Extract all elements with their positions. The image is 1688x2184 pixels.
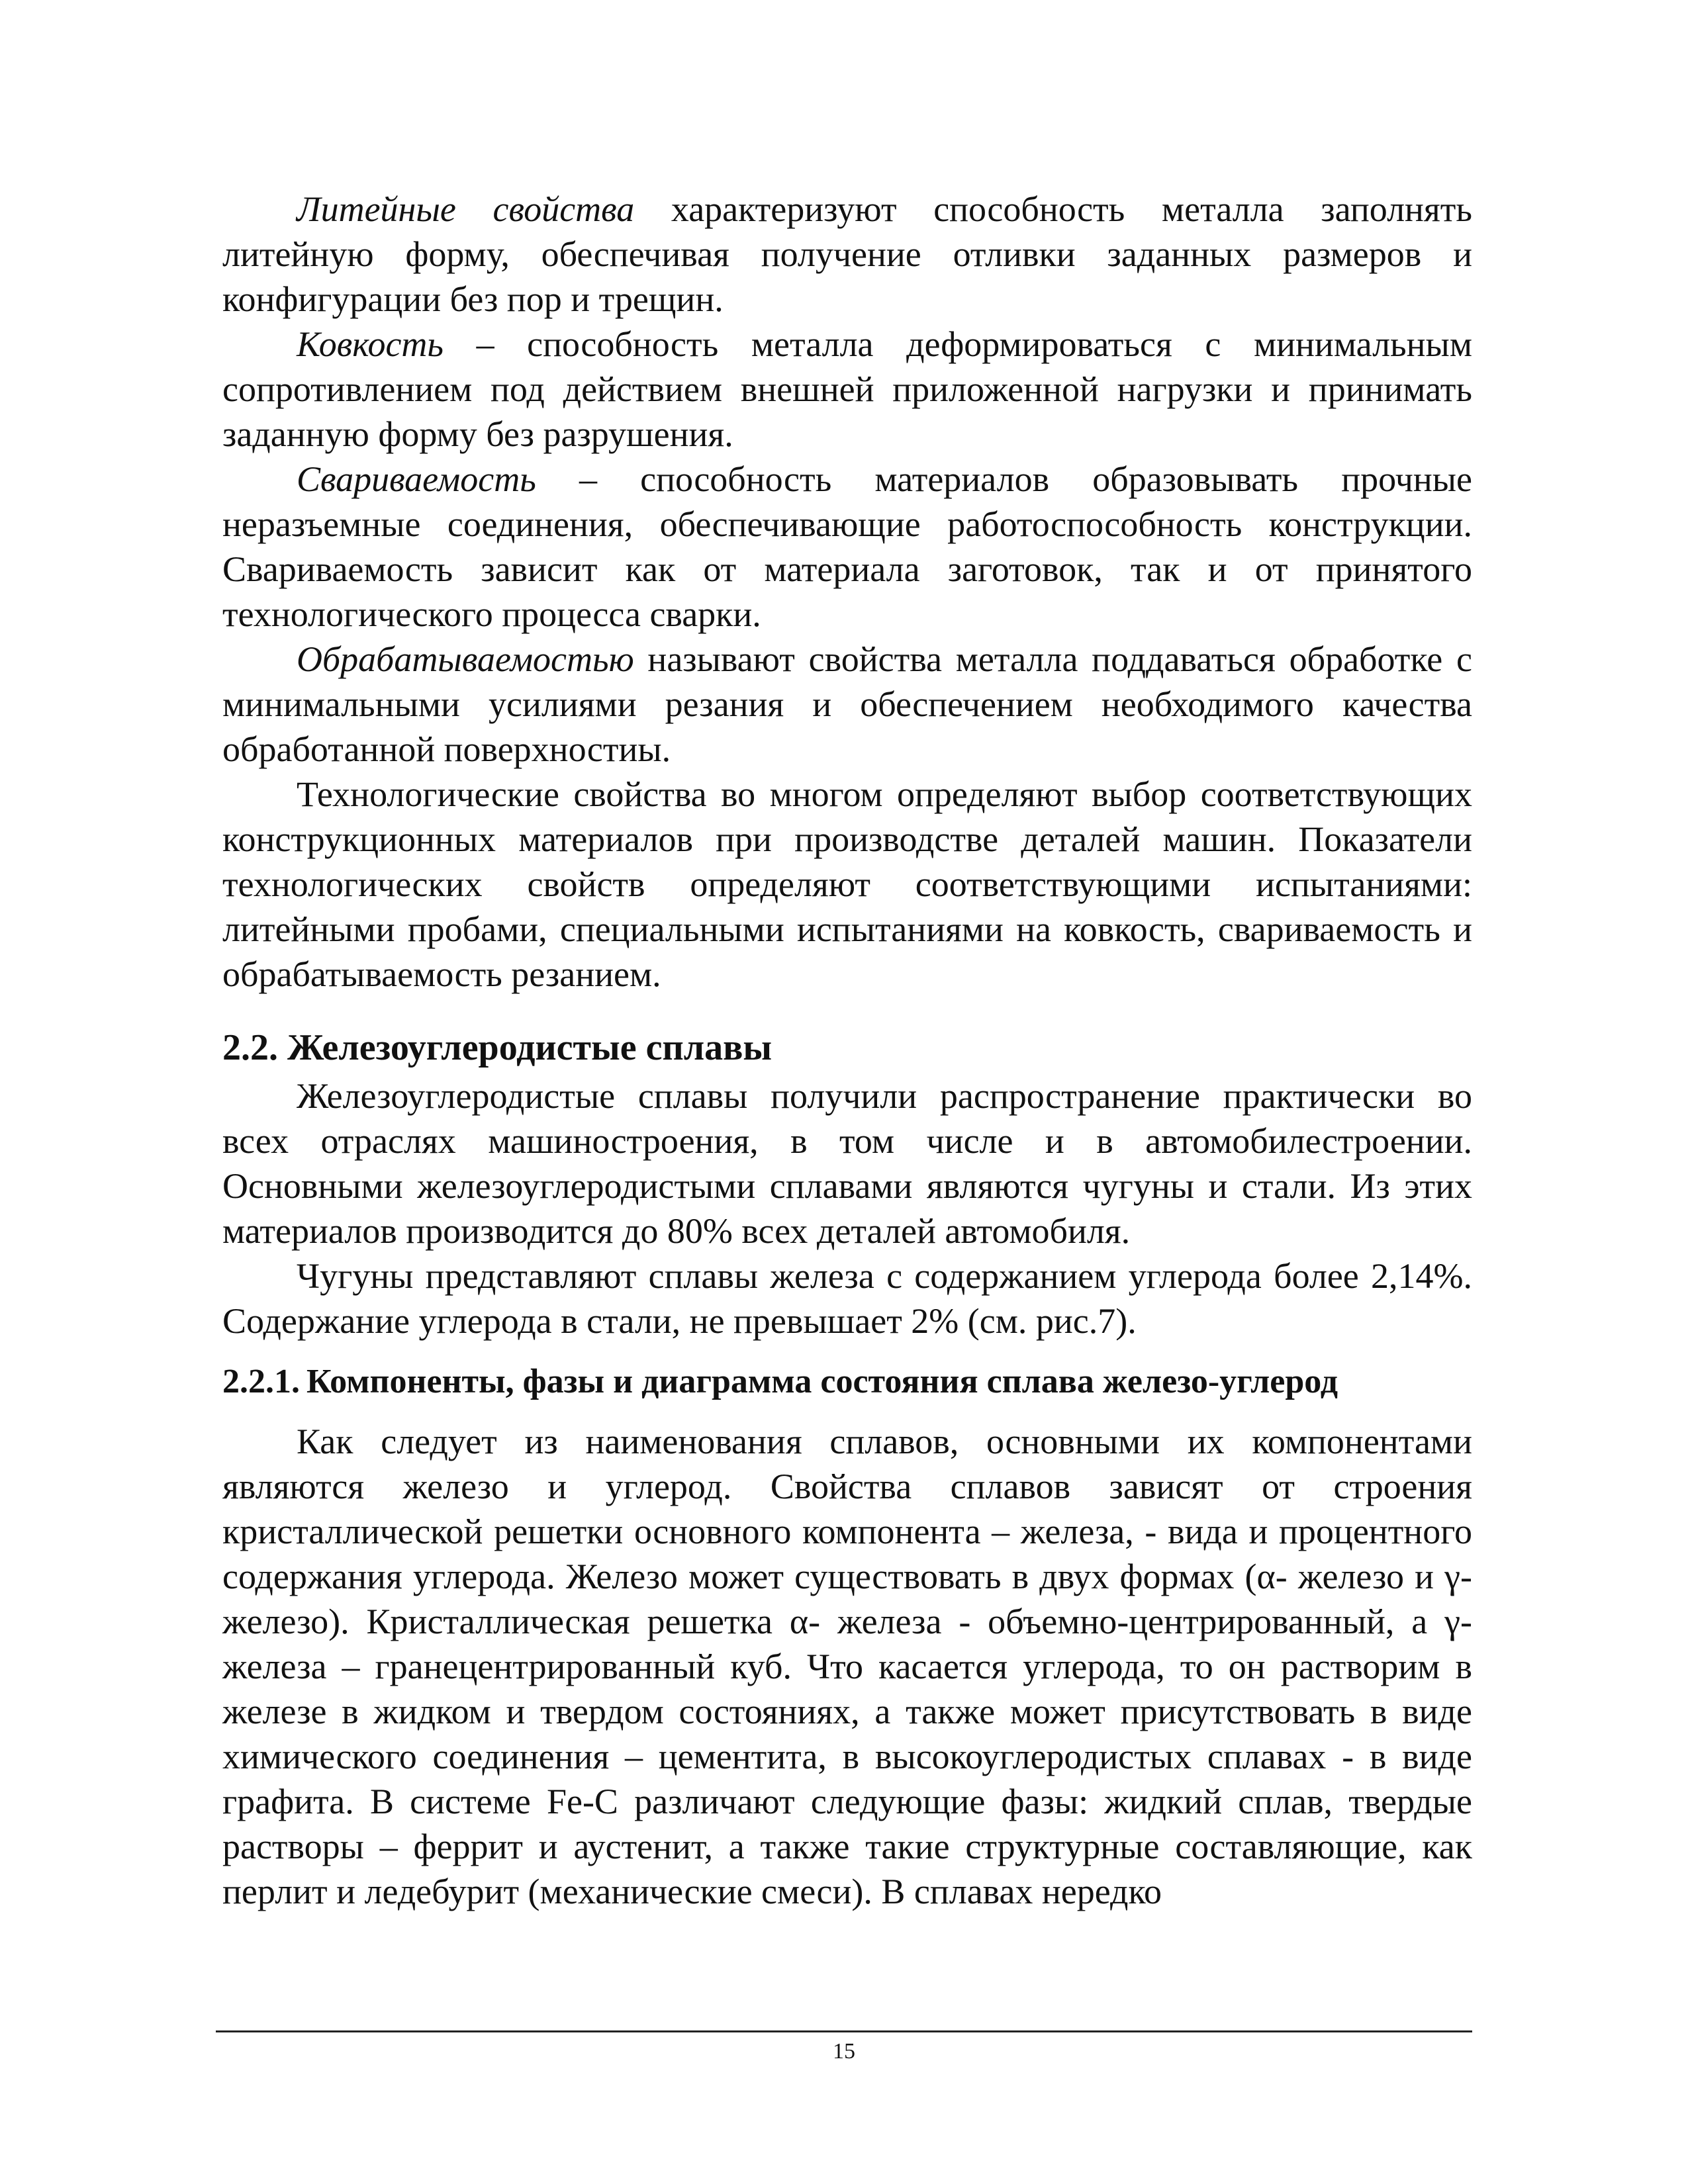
term-casting-properties: Литейные свойства (297, 189, 635, 229)
paragraph-cast-iron: Чугуны представляют сплавы железа с содержанием углерода более 2,14%. Содержание углерода в стали, не превышает 2% (см. рис.7). (222, 1256, 1472, 1341)
paragraph-text: – способность металла деформироваться с минимальным сопротивлением под действием внешней приложенной нагрузки и принимать заданную форму без разрушения. (222, 324, 1472, 454)
paragraph-machinability (222, 637, 1472, 772)
section-number: 2.2.1. (222, 1363, 300, 1400)
paragraph-malleability (222, 322, 1472, 457)
paragraph-casting-properties (222, 187, 1472, 322)
paragraph-text: называют свойства металла поддаваться обработке с минимальными усилиями резания и обеспечением необходимого качества обработанной поверхностиы. (222, 639, 1472, 769)
term-malleability: Ковкость (297, 324, 444, 364)
term-weldability: Свариваемость (297, 459, 536, 499)
paragraph-components-phases: Как следует из наименования сплавов, основными их компонентами являются железо и углерод. Свойства сплавов зависят от строения кристаллической решетки основного компонента – железа, - вида и процентного содержания углерода. Железо может существовать в двух формах (α- железо и γ- железо). Кристаллическая решетка α- железа - объемно-центрированный, а γ- железа – гранецентрированный куб. Что касается углерода, то он растворим в железе в жидком и твердом состояниях, а также может присутствовать в виде химического соединения – цементита, в высокоуглеродистых сплавах - в виде графита. В системе Fe-C различают следующие фазы: жидкий сплав, твердые растворы – феррит и аустенит, а также такие структурные составляющие, как перлит и ледебурит (механические смеси). В сплавах нередко (222, 1422, 1472, 1911)
paragraph-text: характеризуют способность металла заполнять литейную форму, обеспечивая получение отливки заданных размеров и конфигурации без пор и трещин. (222, 189, 1472, 319)
paragraph-text: – способность материалов образовывать прочные неразъемные соединения, обеспечивающие работоспособность конструкции. Свариваемость зависит как от материала заготовок, так и от принятого технологического процесса сварки. (222, 459, 1472, 634)
section-heading-2-2: 2.2. Железоуглеродистые сплавы (222, 1027, 773, 1068)
page-number: 15 (833, 2039, 855, 2064)
term-machinability: Обрабатываемостью (297, 639, 634, 679)
paragraph-weldability (222, 457, 1472, 637)
footer-divider (216, 2030, 1472, 2032)
section-title: Компоненты, фазы и диаграмма состояния сплава железо-углерод (306, 1363, 1338, 1400)
section-heading-2-2-1 (222, 1361, 1472, 1403)
page-body (222, 187, 1472, 1914)
paragraph-iron-carbon-alloys: Железоуглеродистые сплавы получили распространение практически во всех отраслях машиностроения, в том числе и в автомобилестроении. Основными железоуглеродистыми сплавами являются чугуны и стали. Из этих материалов производится до 80% всех деталей автомобиля. (222, 1076, 1472, 1251)
paragraph-technological-properties: Технологические свойства во многом определяют выбор соответствующих конструкционных материалов при производстве деталей машин. Показатели технологических свойств определяют соответствующими испытаниями: литейными пробами, специальными испытаниями на ковкость, свариваемость и обрабатываемость резанием. (222, 774, 1472, 994)
